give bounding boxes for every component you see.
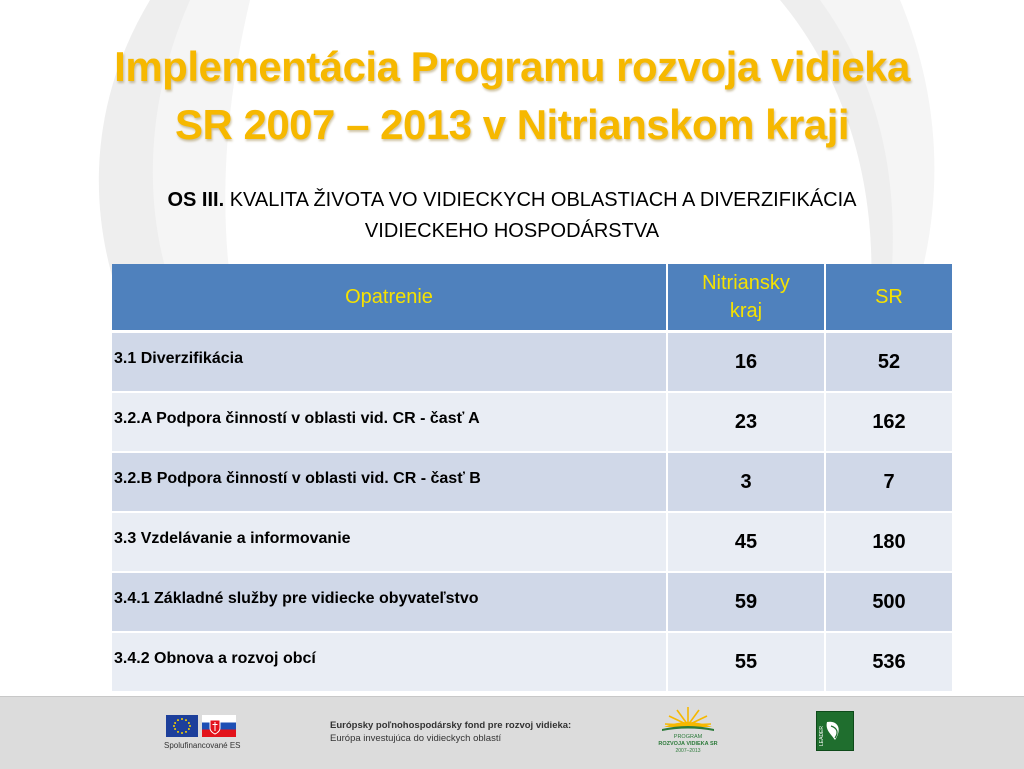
svg-text:PROGRAM: PROGRAM (673, 734, 703, 740)
row-sr-value: 180 (825, 512, 952, 572)
title-line-2: SR 2007 – 2013 v Nitrianskom kraji (174, 101, 850, 148)
header-measure: Opatrenie (112, 264, 667, 332)
header-region-line-1: Nitriansky (702, 272, 790, 294)
row-region-value: 16 (667, 332, 825, 393)
row-measure: 3.4.2 Obnova a rozvoj obcí (112, 632, 667, 692)
row-region-value: 23 (667, 392, 825, 452)
table-row (112, 632, 952, 692)
row-measure: 3.2.A Podpora činností v oblasti vid. CR - časť A (112, 392, 667, 452)
svg-text:LEADER: LEADER (819, 725, 825, 746)
row-measure: 3.4.1 Základné služby pre vidiecke obyvateľstvo (112, 572, 667, 632)
row-region-value: 59 (667, 572, 825, 632)
subtitle-axis-label: OS III. (167, 189, 225, 211)
row-measure: 3.3 Vzdelávanie a informovanie (112, 512, 667, 572)
row-sr-value: 536 (825, 632, 952, 692)
table-row (112, 452, 952, 512)
row-sr-value: 52 (825, 332, 952, 393)
subtitle-line-2: VIDIECKEHO HOSPODÁRSTVA (364, 220, 660, 242)
eu-flag-icon (166, 715, 198, 737)
header-region-line-2: kraj (729, 300, 763, 322)
slovak-flag-icon (202, 715, 236, 737)
table-header-row (112, 264, 952, 332)
rural-development-program-logo (650, 703, 726, 755)
header-region (667, 264, 825, 332)
row-sr-value: 500 (825, 572, 952, 632)
leader-logo (816, 711, 854, 751)
table-row (112, 392, 952, 452)
footer-bar (0, 696, 1024, 769)
subtitle-line-1: KVALITA ŽIVOTA VO VIDIECKYCH OBLASTIACH A DIVERZIFIKÁCIA (224, 189, 857, 211)
row-region-value: 55 (667, 632, 825, 692)
row-measure: 3.2.B Podpora činností v oblasti vid. CR - časť B (112, 452, 667, 512)
fund-text (330, 719, 571, 745)
table-row (112, 512, 952, 572)
row-measure: 3.1 Diverzifikácia (112, 332, 667, 393)
fund-line-1: Európsky poľnohospodársky fond pre rozvoj vidieka: (330, 720, 572, 731)
table-row (112, 572, 952, 632)
section-subtitle (60, 185, 964, 247)
row-region-value: 45 (667, 512, 825, 572)
cofinanced-label: Spolufinancované ES (164, 741, 241, 750)
row-sr-value: 162 (825, 392, 952, 452)
row-region-value: 3 (667, 452, 825, 512)
header-sr: SR (825, 264, 952, 332)
page-title (0, 38, 1024, 154)
fund-line-2: Európa investujúca do vidieckych oblastí (330, 733, 502, 744)
title-line-1: Implementácia Programu rozvoja vidieka (114, 43, 910, 90)
svg-text:ROZVOJA VIDIEKA SR: ROZVOJA VIDIEKA SR (658, 741, 718, 747)
table-row (112, 332, 952, 393)
measures-table (112, 264, 952, 693)
svg-text:2007–2013: 2007–2013 (675, 748, 701, 754)
row-sr-value: 7 (825, 452, 952, 512)
